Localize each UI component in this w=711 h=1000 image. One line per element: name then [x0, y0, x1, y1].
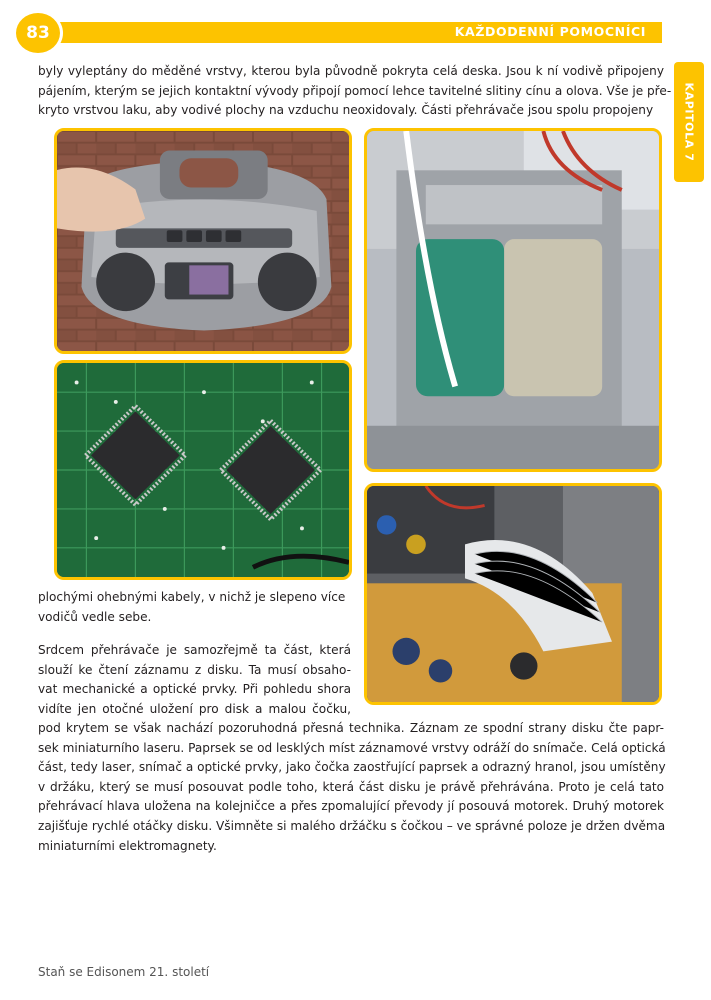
header-band — [38, 22, 662, 43]
text-line: plochými ohebnými kabely, v nichž je slepeno více — [38, 590, 346, 604]
text-line: vat mechanické a optické prvky. Při pohledu shora — [38, 682, 351, 697]
text-line: přehrávací hlava uložena na kolejničce a přes zpomalující převody jí posouvá motorek. Druhý motorek — [38, 799, 664, 814]
text-line: Srdcem přehrávače je samozřejmě ta část, která — [38, 643, 351, 657]
footer-text: Staň se Edisonem 21. století — [38, 965, 210, 979]
paragraph-reader-continued — [38, 719, 664, 856]
text-line: byly vyleptány do měděné vrstvy, kterou byla původně pokryta celá deska. Jsou k ní vodivě připojeny — [38, 64, 664, 78]
circuit-board-chips-photo-icon — [57, 363, 349, 577]
photo-transformer — [364, 128, 662, 472]
paragraph-reader — [38, 641, 351, 719]
text-line: vodičů vedle sebe. — [38, 609, 152, 624]
text-line: část, tedy laser, snímač a optické prvky, jako čočka zaostřující paprsek a odrazný hranol, jsou umístěny — [38, 760, 666, 775]
transformer-photo-icon — [367, 131, 659, 469]
photo-circuit-board — [54, 360, 352, 580]
page-number-badge — [13, 10, 63, 56]
text-line: vidíte jen otočné uložení pro disk a malou čočku, — [38, 701, 351, 716]
text-line: miniaturními elektromagnety. — [38, 838, 217, 853]
photo-boombox — [54, 128, 352, 354]
boombox-photo-icon — [57, 131, 349, 351]
ribbon-cable-photo-icon — [367, 486, 659, 702]
chapter-tab-label: KAPITOLA 7 — [682, 82, 696, 162]
photo-ribbon-cable — [364, 483, 662, 705]
section-title: KAŽDODENNÍ POMOCNÍCI — [454, 24, 646, 39]
text-line: zajišťuje rychlé otáčky disku. Všimněte si malého držáčku s čočkou – ve správné poloze je držen dvěma — [38, 818, 666, 833]
page-number: 83 — [26, 23, 50, 43]
text-line: v držáku, který se musí posouvat podle toho, která část disku je právě přehrávána. Proto je celá tato — [38, 779, 664, 794]
text-line: pájením, kterým se jejich kontaktní vývody připojí pomocí lehce tavitelné slitiny cínu a olova. Vše je pře- — [38, 83, 672, 98]
text-line: kryto vrstvou laku, aby vodivé plochy na vzduchu neoxidovaly. Části přehrávače jsou spolu propojeny — [38, 103, 654, 118]
text-line: pod krytem se však nachází pozoruhodná přesná technika. Záznam ze spodní strany disku čte papr- — [38, 721, 664, 735]
paragraph-intro — [38, 62, 672, 121]
paragraph-cables — [38, 588, 358, 627]
text-line: sek miniaturního laseru. Paprsek se od lesklých míst záznamové vrstvy odráží do snímače. Celá optická — [38, 740, 666, 755]
chapter-tab — [674, 62, 704, 182]
text-line: slouží ke čtení záznamu z disku. Ta musí obsaho- — [38, 662, 351, 677]
